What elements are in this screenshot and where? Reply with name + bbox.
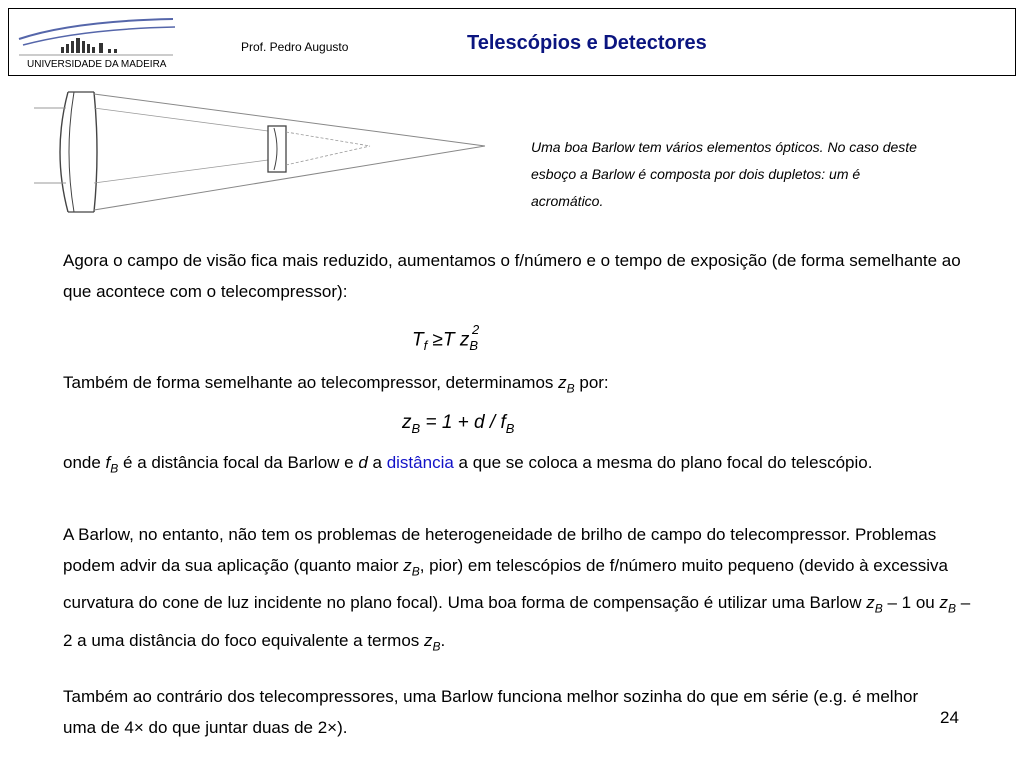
slide-title: Telescópios e Detectores [467, 32, 707, 54]
paragraph-intro: Agora o campo de visão fica mais reduzido, aumentamos o f/número e o tempo de exposição (de forma semelhante ao que acontece com o telecompressor): [63, 251, 961, 301]
paragraph-problems: A Barlow, no entanto, não tem os problemas de heterogeneidade de brilho de campo do telecompressor. Problemas podem advir da sua aplicação (quanto maior $z_B$, pior) em telescópios de f/número muito pequeno (devido à excessiva curvatura do cone de luz incidente no plano focal). Uma boa forma de compensação é utilizar uma Barlow $z_B - 1$ ou $z_B - 2$ a uma distância do foco equivalente a termos $z_B$. [63, 525, 971, 654]
distance-link[interactable]: distância [386, 453, 454, 472]
diagram-caption: Uma boa Barlow tem vários elementos ópticos. No caso deste esboço a Barlow é composta por dois dupletos: um é acromático. [531, 139, 917, 209]
paragraph-series: Também ao contrário dos telecompressores, uma Barlow funciona melhor sozinha do que em série (e.g. é melhor uma de 4× do que juntar duas de 2×). [63, 687, 919, 737]
formula-barlow-factor: $z_B = 1 + d / f_B$ [402, 412, 515, 436]
paragraph-definition: onde $f_B$ é a distância focal da Barlow e d a distância a que se coloca a mesma do plano focal do telescópio. [63, 453, 873, 476]
primary-lens [60, 92, 68, 212]
author-name: Prof. Pedro Augusto [241, 40, 349, 54]
logo-text: UNIVERSIDADE DA MADEIRA [27, 59, 167, 70]
slide-header [8, 8, 1016, 76]
barlow-optics-diagram [30, 86, 500, 220]
page-number: 24 [940, 708, 959, 727]
formula-exposure: $T_f \ge T$ $z_B^2$ [412, 322, 480, 354]
paragraph-determine: Também de forma semelhante ao telecompressor, determinamos $z_B$ por: [63, 373, 609, 396]
